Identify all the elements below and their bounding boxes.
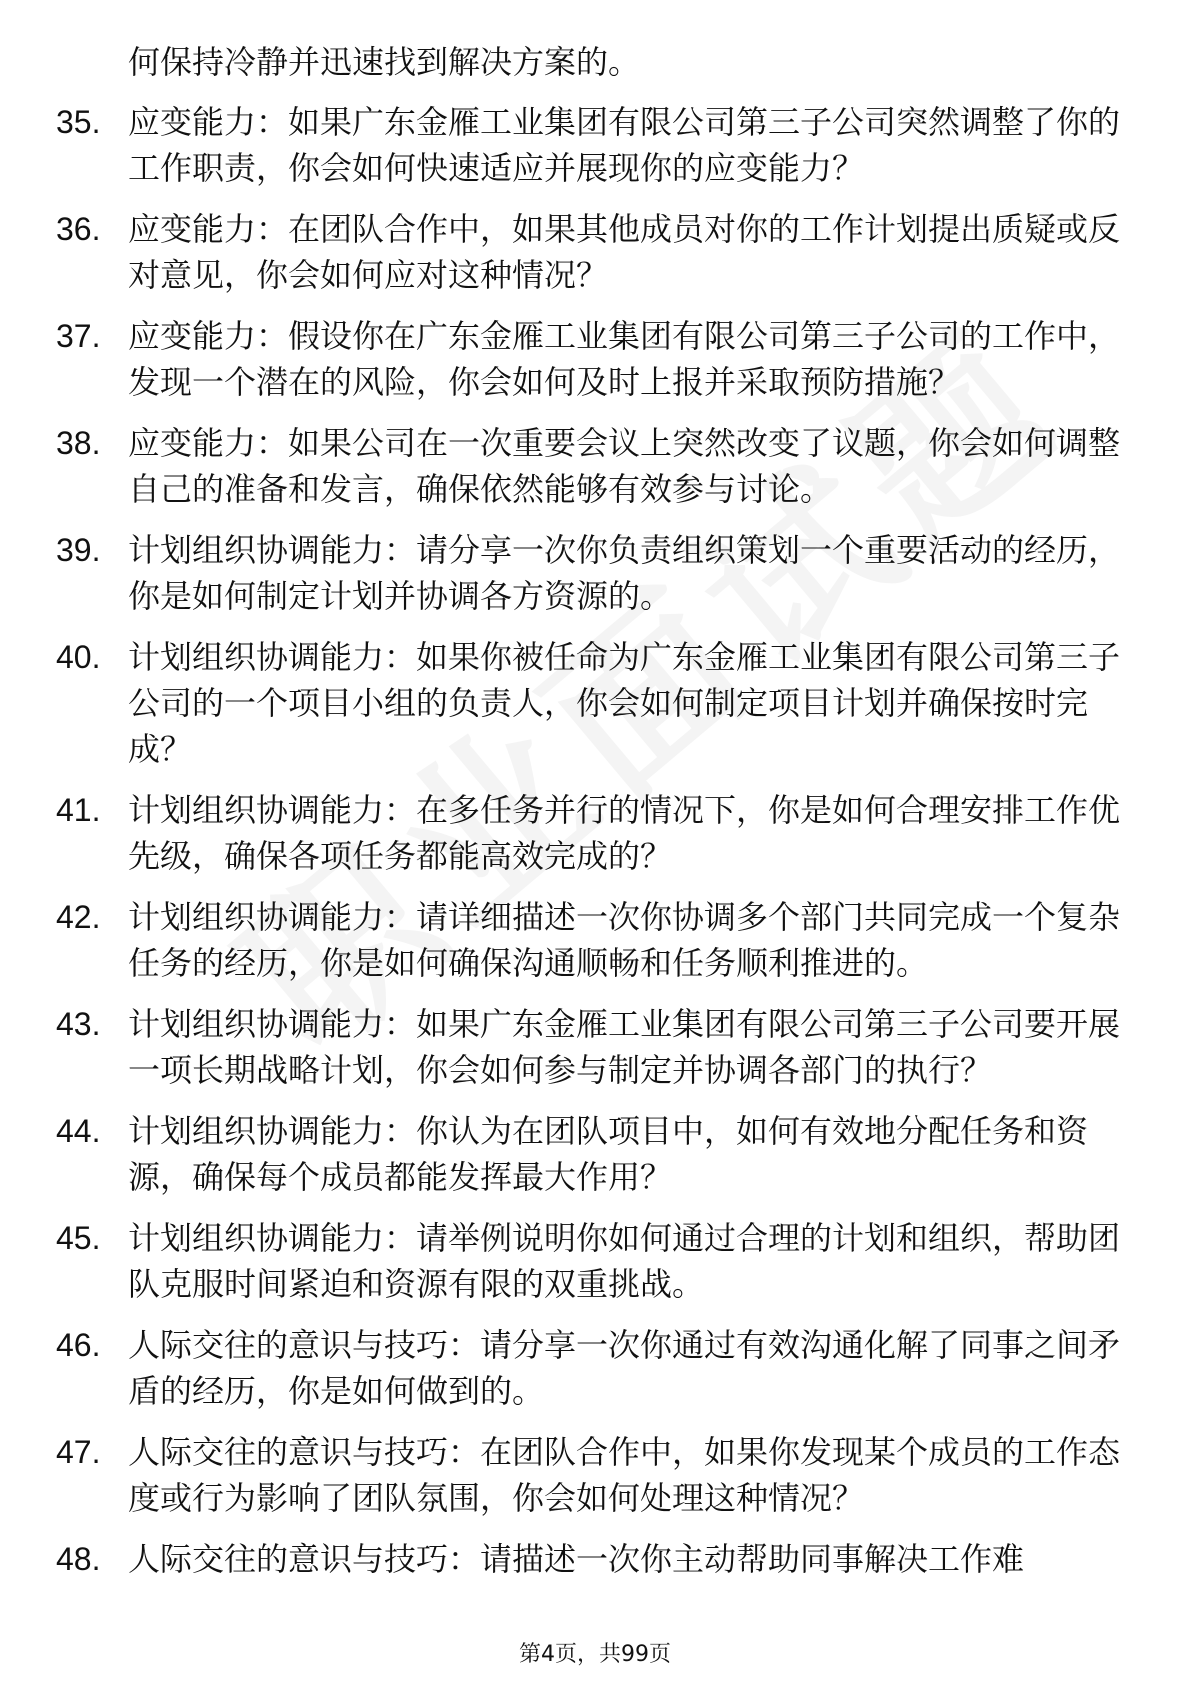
item-number: 37. xyxy=(56,318,101,354)
list-item xyxy=(0,420,1190,512)
list-item xyxy=(0,787,1190,879)
item-text: 应变能力：如果公司在一次重要会议上突然改变了议题，你会如何调整自己的准备和发言，确保依然能够有效参与讨论。 xyxy=(128,424,1121,508)
list-item xyxy=(0,1536,1190,1582)
item-number: 47. xyxy=(56,1434,101,1470)
list-item xyxy=(0,634,1190,772)
item-text: 计划组织协调能力：如果你被任命为广东金雁工业集团有限公司第三子公司的一个项目小组的负责人，你会如何制定项目计划并确保按时完成？ xyxy=(128,638,1121,768)
list-item xyxy=(0,206,1190,298)
item-text: 人际交往的意识与技巧：在团队合作中，如果你发现某个成员的工作态度或行为影响了团队氛围，你会如何处理这种情况？ xyxy=(128,1433,1121,1517)
carry-over-line: 何保持冷静并迅速找到解决方案的。 xyxy=(128,43,641,81)
item-number: 48. xyxy=(56,1541,101,1577)
item-text: 应变能力：在团队合作中，如果其他成员对你的工作计划提出质疑或反对意见，你会如何应对这种情况？ xyxy=(128,210,1121,294)
item-text: 计划组织协调能力：你认为在团队项目中，如何有效地分配任务和资源，确保每个成员都能发挥最大作用？ xyxy=(128,1112,1089,1196)
item-text: 计划组织协调能力：在多任务并行的情况下，你是如何合理安排工作优先级，确保各项任务都能高效完成的？ xyxy=(128,791,1121,875)
item-number: 39. xyxy=(56,532,101,568)
item-number: 35. xyxy=(56,104,101,140)
item-number: 38. xyxy=(56,425,101,461)
item-number: 36. xyxy=(56,211,101,247)
item-text: 人际交往的意识与技巧：请描述一次你主动帮助同事解决工作难 xyxy=(128,1540,1025,1578)
item-number: 40. xyxy=(56,639,101,675)
list-item xyxy=(0,313,1190,405)
page-footer: 第4页，共99页 xyxy=(519,1642,671,1667)
item-text: 计划组织协调能力：请详细描述一次你协调多个部门共同完成一个复杂任务的经历，你是如何确保沟通顺畅和任务顺利推进的。 xyxy=(128,898,1121,982)
item-number: 46. xyxy=(56,1327,101,1363)
item-text: 人际交往的意识与技巧：请分享一次你通过有效沟通化解了同事之间矛盾的经历，你是如何做到的。 xyxy=(128,1326,1121,1410)
list-item xyxy=(0,1429,1190,1521)
item-number: 44. xyxy=(56,1113,101,1149)
item-number: 42. xyxy=(56,899,101,935)
list-item xyxy=(0,1108,1190,1200)
item-number: 45. xyxy=(56,1220,101,1256)
item-text: 应变能力：如果广东金雁工业集团有限公司第三子公司突然调整了你的工作职责，你会如何快速适应并展现你的应变能力？ xyxy=(128,103,1121,187)
item-number: 43. xyxy=(56,1006,101,1042)
item-text: 计划组织协调能力：请分享一次你负责组织策划一个重要活动的经历，你是如何制定计划并协调各方资源的。 xyxy=(128,531,1121,615)
list-item xyxy=(0,99,1190,191)
item-text: 计划组织协调能力：请举例说明你如何通过合理的计划和组织，帮助团队克服时间紧迫和资源有限的双重挑战。 xyxy=(128,1219,1121,1303)
item-text: 应变能力：假设你在广东金雁工业集团有限公司第三子公司的工作中，发现一个潜在的风险，你会如何及时上报并采取预防措施？ xyxy=(128,317,1121,401)
list-item xyxy=(0,527,1190,619)
list-item xyxy=(0,894,1190,986)
list-item xyxy=(0,1322,1190,1414)
list-item xyxy=(0,1001,1190,1093)
item-number: 41. xyxy=(56,792,101,828)
item-text: 计划组织协调能力：如果广东金雁工业集团有限公司第三子公司要开展一项长期战略计划，你会如何参与制定并协调各部门的执行？ xyxy=(128,1005,1121,1089)
list-item xyxy=(0,1215,1190,1307)
